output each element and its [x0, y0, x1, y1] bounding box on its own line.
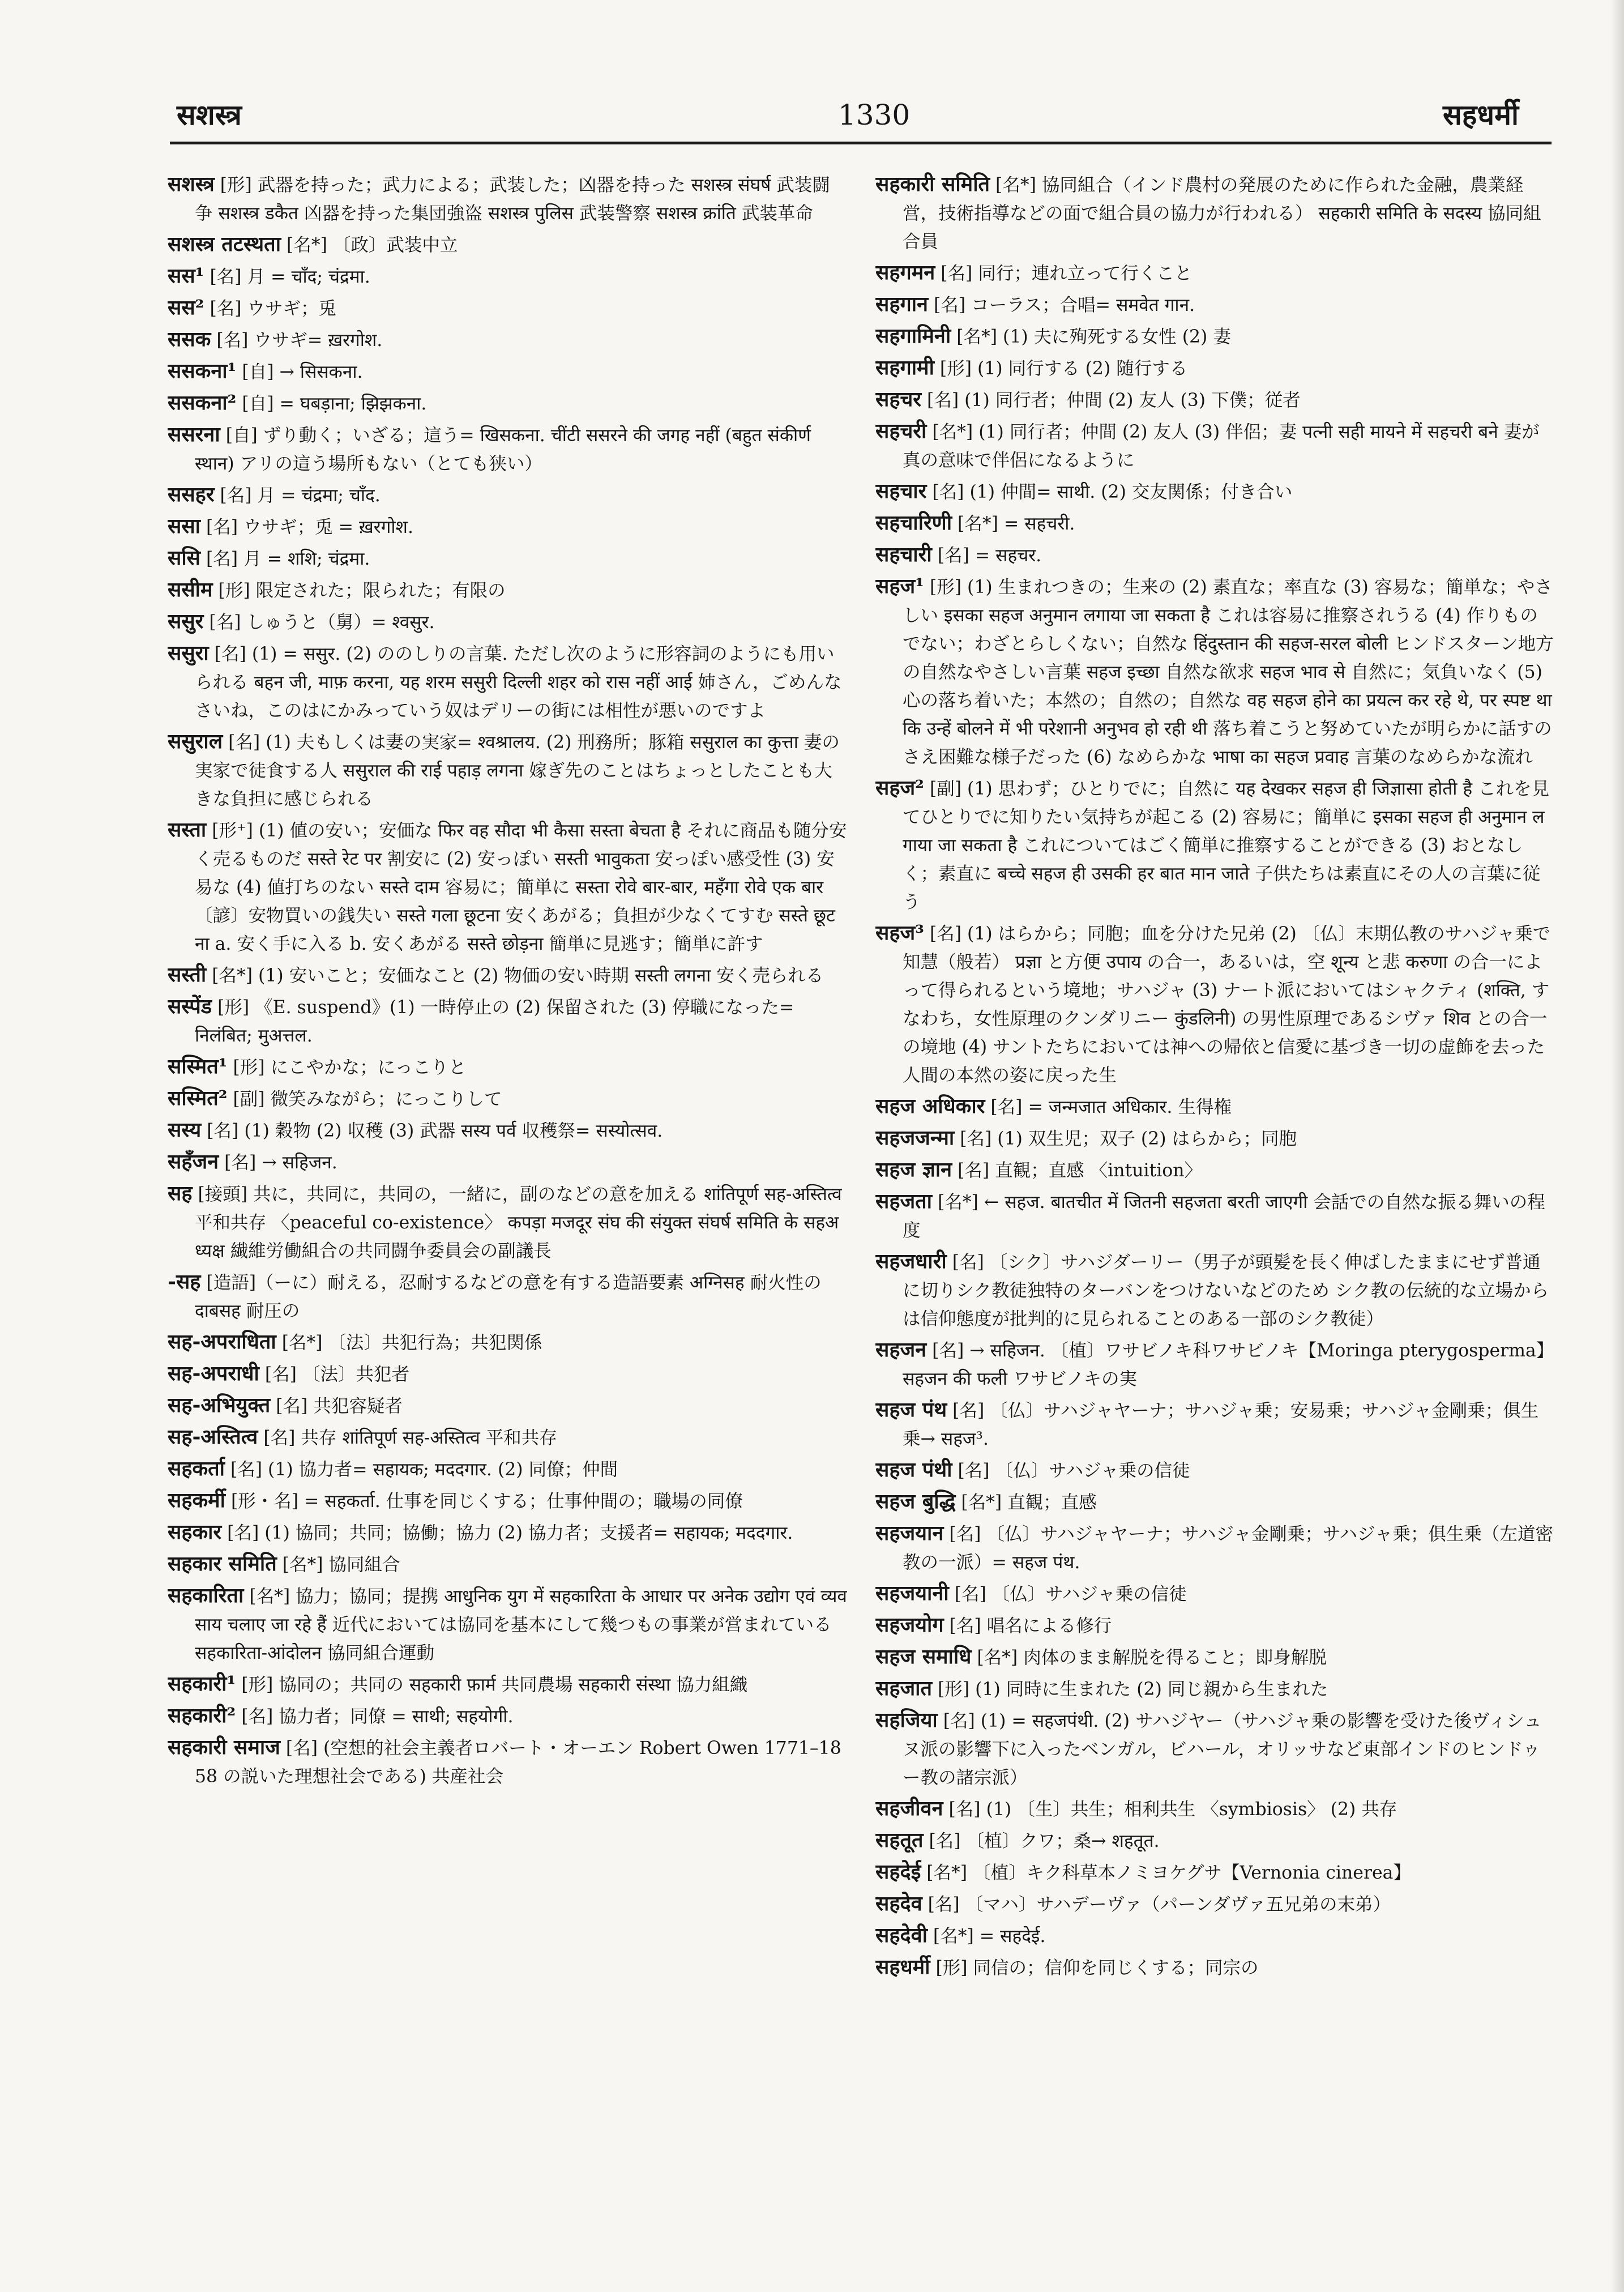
entry-definition: [形] (1) 同行する (2) 随行する: [939, 358, 1188, 379]
dictionary-entry: [875, 540, 1555, 570]
entry-headword: सहतूत: [875, 1828, 924, 1852]
dictionary-entry: [168, 1359, 847, 1389]
entry-definition: [名] 月 = चाँद; चंद्रमा.: [210, 267, 370, 287]
dictionary-entry: [168, 1518, 847, 1547]
entry-headword: सहजयोग: [875, 1613, 944, 1637]
entry-definition: [造語]（ーに）耐える，忍耐するなどの意を有する造語要素 अग्निसह 耐火性の दाबसह 耐圧の: [195, 1273, 822, 1321]
dictionary-entry: [168, 1550, 847, 1579]
dictionary-entry: [168, 420, 847, 478]
dictionary-entry: [168, 727, 847, 813]
entry-headword: सहजयानी: [875, 1581, 949, 1605]
entry-definition: [名] (1) 〔生〕共生；相利共生 〈symbiosis〉 (2) 共存: [948, 1799, 1398, 1820]
entry-definition: [名] 同行；連れ立って行くこと: [941, 263, 1193, 284]
entry-headword: सशस्त्र तटस्थता: [168, 232, 281, 256]
dictionary-entry: [168, 512, 847, 541]
entry-headword: सहकारी समाज: [168, 1735, 280, 1759]
dictionary-entry: [168, 1147, 847, 1177]
entry-definition: [名*] (1) 夫に殉死する女性 (2) 妻: [956, 327, 1231, 347]
entry-definition: [名] 〔植〕クワ；桑→ शहतूत.: [929, 1831, 1160, 1851]
entry-definition: [名*] 〔政〕武装中立: [287, 235, 458, 255]
dictionary-entry: [875, 1889, 1555, 1919]
dictionary-entry: [875, 1456, 1555, 1485]
entry-definition: [自] = घबड़ाना; झिझकना.: [242, 394, 427, 414]
entry-headword: सहकार: [168, 1520, 222, 1544]
dictionary-entry: [875, 417, 1555, 475]
entry-definition: [名] = जन्मजात अधिकार. 生得権: [990, 1097, 1232, 1117]
dictionary-entry: [168, 480, 847, 510]
entry-definition: [名*] 協力；協同；提携 आधुनिक युग में सहकारिता के आधार पर अनेक उद्योग एवं व्यवसाय चलाए जा रहे हैं 近代においては協同を基本にして幾つもの事業が営まれている सहकारिता-आंदोलन 協同組合運動: [195, 1586, 847, 1663]
entry-headword: सहकर्ता: [168, 1457, 225, 1480]
dictionary-entry: [168, 1391, 847, 1420]
entry-headword: सहचरी: [875, 419, 927, 443]
entry-headword: सहकारी²: [168, 1704, 236, 1727]
entry-definition: [名] 協力者；同僚 = साथी; सहयोगी.: [241, 1706, 514, 1727]
dictionary-entry: [168, 1486, 847, 1516]
dictionary-entry: [875, 1092, 1555, 1121]
entry-definition: [名] ウサギ；兎: [210, 298, 337, 319]
entry-headword: ससकना¹: [168, 359, 237, 383]
dictionary-entry: [875, 477, 1555, 506]
entry-definition: [名] (1) = सहजपंथी. (2) サハジヤー（サハジャ乗の影響を受けた後ヴィシュヌ派の影響下に入ったベンガル，ビハール，オリッサなど東部インドのヒンドゥー教の諸宗派）: [903, 1711, 1542, 1788]
dictionary-entry: [875, 919, 1555, 1090]
entry-definition: [名] (1) = ससुर. (2) ののしりの言葉. ただし次のように形容詞のようにも用いられる बहन जी, माफ़ करना, यह शरम ससुरी दिल्ली शहर को रास नहीं आई 姉さん，ごめんなさいね，このはにかみっていう奴はデリーの街には相性が悪いのですよ: [195, 644, 842, 721]
entry-definition: [名*] (1) 安いこと；安価なこと (2) 物価の安い時期 सस्ती लगना 安く売られる: [212, 966, 824, 986]
entry-headword: सहदेई: [875, 1860, 921, 1884]
dictionary-entry: [168, 607, 847, 637]
entry-headword: सहँजन: [168, 1150, 219, 1173]
dictionary-entry: [875, 1124, 1555, 1153]
entry-headword: सस्मित²: [168, 1086, 228, 1110]
entry-headword: सहकार समिति: [168, 1552, 277, 1576]
entry-definition: [名*] 肉体のまま解脱を得ること；即身解脱: [977, 1647, 1327, 1668]
entry-headword: सह-अस्तित्व: [168, 1425, 258, 1449]
left-column: [168, 170, 847, 2254]
dictionary-entry: [168, 1179, 847, 1265]
entry-definition: [名] 唱名による修行: [949, 1616, 1112, 1636]
entry-headword: सहज³: [875, 921, 924, 945]
entry-headword: ससक: [168, 327, 211, 351]
entry-definition: [名*] 直観；直感: [961, 1492, 1097, 1513]
page-number: 1330: [838, 99, 911, 131]
entry-headword: सहदेव: [875, 1892, 922, 1915]
dictionary-entry: [168, 1328, 847, 1357]
entry-definition: [副] (1) 思わず；ひとりでに；自然に यह देखकर सहज ही जिज्ञासा होती है これを見てひとりでに知りたい気持ちが起こる (2) 容易に；簡単に इसका सहज ही अनुमान लगाया जा सकता है これについてはごく簡単に推察することができる (3) おとなしく；素直に बच्चे सहज ही उसकी हर बात मान जाते 子供たちは素直にその人の言葉に従う: [903, 779, 1550, 912]
entry-definition: [名] 共犯容疑者: [276, 1396, 403, 1416]
entry-definition: [名] (1) 双生児；双子 (2) はらから；同胞: [960, 1129, 1297, 1149]
dictionary-entry: [875, 1155, 1555, 1185]
entry-definition: [名] コーラス；合唱= समवेत गान.: [934, 295, 1195, 315]
entry-definition: [名] (空想的社会主義者ロバート・オーエン Robert Owen 1771–1858 の説いた理想社会である) 共産社会: [195, 1738, 841, 1787]
entry-headword: सहजजन्मा: [875, 1126, 955, 1150]
entry-headword: ससहर: [168, 483, 215, 506]
dictionary-entry: [168, 992, 847, 1050]
entry-headword: सस्पेंड: [168, 995, 212, 1018]
entry-headword: सस्ता: [168, 818, 207, 842]
entry-definition: [名] 〔仏〕サハジャヤーナ；サハジャ金剛乗；サハジャ乗；俱生乗（左道密教の一派）= सहज पंथ.: [903, 1524, 1553, 1573]
entry-headword: सहगामी: [875, 356, 934, 379]
dictionary-entry: [875, 1921, 1555, 1950]
dictionary-entry: [168, 170, 847, 228]
entry-definition: [名*] 協同組合（インド農村の発展のために作られた金融，農業経営，技術指導などの面で組合員の協力が行われる） सहकारी समिति के सदस्य 協同組合員: [903, 175, 1541, 252]
dictionary-entry: [875, 170, 1555, 256]
entry-headword: सहगामिनी: [875, 324, 951, 348]
entry-definition: [名*] 〔植〕キク科草本ノミヨケグサ【Vernonia cinerea】: [926, 1863, 1411, 1883]
entry-definition: [接頭] 共に，共同に，共同の，一緒に，副のなどの意を加える शांतिपूर्ण सह-अस्तित्व 平和共存 〈peaceful co-existence〉 कपड़ा मजदूर संघ की संयुक्त संघर्ष समिति के सहअध्यक्ष 繊維労働組合の共同闘争委員会の副議長: [195, 1184, 842, 1261]
entry-definition: [形] 武器を持った；武力による；武装した；凶器を持った सशस्त्र संघर्ष 武装闘争 सशस्त्र डकैत 凶器を持った集団強盗 सशस्त्र पुलिस 武装警察 सशस्त्र क्रांति 武装革命: [195, 175, 830, 224]
entry-headword: ससा: [168, 514, 200, 538]
dictionary-entry: [875, 1794, 1555, 1824]
entry-headword: सस²: [168, 296, 204, 319]
entry-headword: सहजधारी: [875, 1249, 947, 1273]
entry-headword: सशस्त्र: [168, 172, 215, 196]
dictionary-entry: [875, 572, 1555, 771]
dictionary-entry: [168, 1267, 847, 1325]
entry-definition: [名] (1) はらから；同胞；血を分けた兄弟 (2) 〔仏〕末期仏教のサハジャ乗で知慧（般若） प्रज्ञा と方便 उपाय の合一，あるいは，空 शून्य と悲 करुणा の合一によって得られるという境地；サハジャ (3) ナート派においてはシャクティ (शक्ति, すなわち，女性原理のクンダリニー कुंडलिनी) の男性原理であるシヴァ शिव との合一の境地 (4) サントたちにおいては神への帰依と信愛に基づき一切の虚飾を去った人間の本然の姿に戻った生: [903, 924, 1551, 1086]
entry-headword: सहज ज्ञान: [875, 1158, 952, 1181]
entry-headword: सहजयान: [875, 1521, 944, 1545]
entry-definition: [形] 同信の；信仰を同じくする；同宗の: [935, 1958, 1259, 1978]
dictionary-entry: [168, 1084, 847, 1113]
entry-definition: [名*] ← सहज. बातचीत में जितनी सहजता बरती जाएगी 会話での自然な振る舞いの程度: [903, 1192, 1545, 1241]
dictionary-entry: [168, 575, 847, 605]
entry-headword: सहजता: [875, 1189, 933, 1213]
dictionary-entry: [168, 639, 847, 725]
dictionary-entry: [168, 293, 847, 323]
entry-definition: [名] ウサギ；兎 = ख़रगोश.: [206, 517, 413, 537]
entry-definition: [名] (1) 同行者；仲間 (2) 友人 (3) 下僕；従者: [927, 390, 1301, 411]
entry-definition: [名] 〔仏〕サハジャ乗の信徒: [954, 1584, 1187, 1604]
entry-definition: [形・名] = सहकर्ता. 仕事を同じくする；仕事仲間の；職場の同僚: [230, 1491, 743, 1512]
entry-headword: सहज पंथी: [875, 1458, 952, 1482]
entry-definition: [名] (1) 協同；共同；協働；協力 (2) 協力者；支援者= सहायक; मददगार.: [227, 1523, 793, 1543]
entry-definition: [副] 微笑みながら；にっこりして: [233, 1089, 502, 1109]
running-head-right: सहधर्मी: [1443, 98, 1519, 131]
entry-headword: सहगमन: [875, 261, 935, 284]
entry-definition: [形] にこやかな；にっこりと: [233, 1057, 467, 1078]
entry-headword: सस¹: [168, 264, 204, 288]
dictionary-entry: [875, 322, 1555, 351]
entry-headword: सहज पंथ: [875, 1398, 947, 1422]
right-column: [875, 170, 1555, 2254]
dictionary-entry: [168, 389, 847, 418]
entry-headword: ससुराल: [168, 729, 223, 753]
entry-definition: [形] (1) 同時に生まれた (2) 同じ親から生まれた: [938, 1679, 1328, 1700]
dictionary-entry: [875, 353, 1555, 383]
dictionary-entry: [875, 1335, 1555, 1393]
entry-headword: सहकारी¹: [168, 1672, 236, 1696]
entry-headword: सहचारी: [875, 543, 932, 566]
dictionary-entry: [875, 1858, 1555, 1887]
entry-headword: सहज¹: [875, 574, 924, 598]
entry-headword: -सह: [168, 1270, 201, 1294]
dictionary-entry: [875, 1826, 1555, 1855]
entry-definition: [形] 限定された；限られた；有限の: [218, 581, 506, 601]
entry-headword: ससकना²: [168, 391, 237, 415]
dictionary-entry: [168, 1423, 847, 1452]
entry-definition: [自] → सिसकना.: [242, 362, 363, 382]
entry-headword: सहज बुद्धि: [875, 1489, 956, 1513]
entry-headword: सहज अधिकार: [875, 1094, 985, 1118]
entry-definition: [名] → सहिजन.: [224, 1153, 337, 1173]
header-rule: [170, 142, 1552, 144]
dictionary-entry: [168, 1581, 847, 1667]
dictionary-entry: [168, 1052, 847, 1082]
dictionary-entry: [168, 1116, 847, 1145]
dictionary-entry: [168, 230, 847, 259]
dictionary-entry: [168, 544, 847, 573]
dictionary-entry: [168, 1670, 847, 1699]
dictionary-entry: [168, 325, 847, 355]
dictionary-entry: [875, 1953, 1555, 1982]
dictionary-entry: [875, 258, 1555, 288]
entry-definition: [名] 〔マハ〕サハデーヴァ（パーンダヴァ五兄弟の末弟）: [928, 1894, 1391, 1915]
entry-headword: सहकर्मी: [168, 1488, 225, 1512]
dictionary-entry: [875, 1519, 1555, 1577]
entry-headword: सस्ती: [168, 963, 207, 987]
entry-headword: ससुरा: [168, 641, 209, 665]
entry-headword: सहकारिता: [168, 1584, 244, 1607]
entry-headword: सहकारी समिति: [875, 172, 990, 196]
dictionary-entry: [875, 774, 1555, 916]
entry-definition: [名] (1) 協力者= सहायक; मददगार. (2) 同僚；仲間: [230, 1459, 618, 1480]
entry-definition: [名] 直観；直感 〈intuition〉: [958, 1160, 1203, 1181]
entry-headword: सहदेवी: [875, 1923, 928, 1947]
dictionary-entry: [875, 1706, 1555, 1792]
entry-definition: [名*] (1) 同行者；仲間 (2) 友人 (3) 伴侶；妻 पत्नी सही मायने में सहचरी बने 妻が真の意味で伴侶になるように: [903, 422, 1540, 471]
dictionary-entry: [875, 1611, 1555, 1640]
entry-headword: सहजात: [875, 1676, 933, 1700]
dictionary-entry: [168, 816, 847, 958]
dictionary-entry: [875, 1579, 1555, 1608]
entry-headword: सस्मित¹: [168, 1055, 228, 1078]
dictionary-entry: [875, 1247, 1555, 1333]
dictionary-entry: [875, 1487, 1555, 1517]
entry-headword: सह-अपराधी: [168, 1361, 259, 1385]
entry-headword: सस्य: [168, 1118, 202, 1142]
entry-headword: सह: [168, 1181, 193, 1205]
entry-definition: [名] 〔仏〕サハジャ乗の信徒: [958, 1461, 1190, 1481]
dictionary-entry: [875, 385, 1555, 415]
running-head-left: सशस्त्र: [177, 98, 242, 131]
entry-definition: [自] ずり動く；いざる；這う= खिसकना. चींटी ससरने की जगह नहीं (बहुत संकीर्ण स्थान) アリの這う場所もない（とても狭い）: [195, 425, 811, 474]
entry-headword: सहचारिणी: [875, 511, 952, 535]
entry-headword: ससि: [168, 546, 200, 570]
entry-definition: [名*] 協同組合: [282, 1555, 400, 1575]
entry-headword: सहचर: [875, 387, 922, 411]
entry-headword: सह-अभियुक्त: [168, 1393, 271, 1417]
entry-definition: [名*] = सहचरी.: [958, 514, 1075, 534]
dictionary-entry: [168, 357, 847, 386]
dictionary-entry: [875, 1395, 1555, 1453]
dictionary-entry: [875, 1642, 1555, 1672]
entry-definition: [名] 月 = शशि; चंद्रमा.: [206, 549, 370, 569]
entry-definition: [名] = सहचर.: [937, 545, 1042, 566]
dictionary-entry: [875, 290, 1555, 319]
dictionary-entry: [168, 1701, 847, 1731]
entry-headword: सहजीवन: [875, 1796, 943, 1820]
entry-definition: [名] 月 = चंद्रमा; चाँद.: [220, 485, 381, 506]
entry-definition: [名] 〔法〕共犯者: [264, 1364, 409, 1385]
entry-definition: [名] → सहिजन. 〔植〕ワサビノキ科ワサビノキ【Moringa pterygosperma】 सहजन की फली ワサビノキの実: [903, 1341, 1554, 1389]
dictionary-entry: [875, 1674, 1555, 1704]
entry-headword: सह-अपराधिता: [168, 1330, 276, 1354]
entry-headword: सहधर्मी: [875, 1955, 930, 1979]
entry-definition: [形⁺] (1) 値の安い；安価な फिर वह सौदा भी कैसा सस्ता बेचता है それに商品も随分安く売るものだ सस्ते रेट पर 割安に (2) 安っぽい सस्ती भावुकता 安っぽい感受性 (3) 安易な (4) 値打ちのない सस्ते दाम 容易に；簡単に सस्ता रोवे बार-बार, महँगा रोवे एक बार 〔諺〕安物買いの銭失い सस्ते गला छूटना 安くあがる；負担が少なくてすむ सस्ते छूटना a. 安く手に入る b. 安くあがる सस्ते छोड़ना 簡単に見逃す；簡単に許す: [195, 821, 847, 954]
entry-definition: [名] (1) 仲間= साथी. (2) 交友関係；付き合い: [932, 482, 1293, 502]
entry-definition: [名*] 〔法〕共犯行為；共犯関係: [281, 1333, 542, 1353]
entry-headword: सहचार: [875, 479, 927, 503]
entry-definition: [形] (1) 生まれつきの；生来の (2) 素直な；率直な (3) 容易な；簡単な；やさしい इसका सहज अनुमान लगाया जा सकता है これは容易に推察されうる (4) 作りものでない；わざとらしくない；自然な हिंदुस्तान की सहज-सरल बोली ヒンドスターン地方の自然なやさしい言葉 सहज इच्छा 自然な欲求 सहज भाव से 自然に；気負いなく (5) 心の落ち着いた；本然の；自然の；自然な वह सहज होने का प्रयत्न कर रहे थे, पर स्पष्ट था कि उन्हें बोलने में भी परेशानी अनुभव हो रही थी 落ち着こうと努めていたが明らかに話すのさえ困難な様子だった (6) なめらかな भाषा का सहज प्रवाह 言葉のなめらかな流れ: [903, 577, 1554, 767]
page-edge-shadow: [1610, 0, 1624, 2292]
entry-headword: सहजन: [875, 1338, 927, 1361]
entry-definition: [名] しゅうと（舅）= श्वसुर.: [209, 612, 435, 633]
dictionary-entry: [168, 1733, 847, 1791]
entry-headword: ससीम: [168, 578, 213, 601]
entry-definition: [形] 協同の；共同の सहकारी फ़ार्म 共同農場 सहकारी संस्था 協力組織: [241, 1675, 748, 1695]
entry-definition: [名] 共存 शांतिपूर्ण सह-अस्तित्व 平和共存: [263, 1428, 557, 1448]
entry-definition: [名] ウサギ= ख़रगोश.: [216, 330, 383, 351]
entry-headword: ससुर: [168, 609, 204, 633]
entry-definition: [名] 〔仏〕サハジャヤーナ；サハジャ乗；安易乗；サハジャ金剛乗；俱生乗→ सहज³.: [903, 1401, 1539, 1449]
entry-definition: [名] 〔シク〕サハジダーリー（男子が頭髪を長く伸ばしたままにせず普通に切りシク教徒独特のターバンをつけないなどのため シク教の伝統的な立場からは信仰態度が批判的に見られることのある一部のシク教徒）: [903, 1252, 1549, 1329]
entry-definition: [名] (1) 夫もしくは妻の実家= श्वश्रालय. (2) 刑務所；豚箱 ससुराल का कुत्ता 妻の実家で徒食する人 ससुराल की राई पहाड़ लगना 嫁ぎ先のことはちょっとしたことも大きな負担に感じられる: [195, 732, 840, 809]
entry-headword: सहगान: [875, 292, 929, 316]
entry-definition: [形] 《E. suspend》(1) 一時停止の (2) 保留された (3) 停職になった= निलंबित; मुअत्तल.: [195, 997, 794, 1046]
entry-headword: ससरना: [168, 422, 220, 446]
entry-headword: सहजिया: [875, 1708, 938, 1732]
entry-headword: सहज समाधि: [875, 1645, 972, 1668]
entry-definition: [名*] = सहदेई.: [933, 1926, 1046, 1947]
dictionary-entry: [168, 961, 847, 990]
dictionary-entry: [875, 1187, 1555, 1245]
dictionary-entry: [168, 262, 847, 291]
dictionary-entry: [875, 509, 1555, 538]
entry-headword: सहज²: [875, 776, 924, 800]
dictionary-entry: [168, 1454, 847, 1484]
entry-definition: [名] (1) 穀物 (2) 収穫 (3) 武器 सस्य पर्व 収穫祭= सस्योत्सव.: [207, 1121, 663, 1141]
